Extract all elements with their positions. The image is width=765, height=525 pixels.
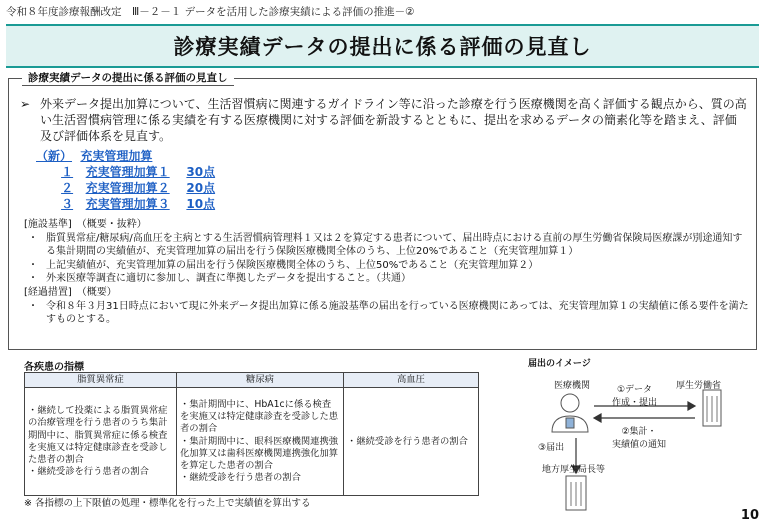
step1-label: ①データ 作成・提出 (612, 385, 658, 408)
table-footnote: ※ 各指標の上下限値の処理・標準化を行った上で実績値を算出する (24, 498, 311, 509)
indicator-table-title: 各疾患の指標 (24, 362, 84, 373)
submission-diagram (528, 356, 760, 516)
step2-label: ②集計・ 実績値の通知 (612, 427, 667, 450)
panel-label: 診療実績データの提出に係る評価の見直し (22, 70, 234, 86)
table-header-cell: 糖尿病 (177, 373, 344, 388)
table-cell (177, 388, 344, 496)
title-banner (6, 24, 759, 68)
doctor-icon (552, 394, 588, 432)
table-header-cell: 高血圧 (344, 373, 479, 388)
intro-text: 外来データ提出加算について、生活習慣病に関連するガイドライン等に沿った診療を行う医療機関を高く評価する観点から、質の高い生活習慣病管理に係る実績を有する医療機関に対する評価を新設するとともに、提出を求めるデータの簡素化等を踏まえ、評価及び評価体系を見直す。 (40, 97, 747, 143)
header-breadcrumb: 令和８年度診療報酬改定 Ⅲ－２－１ データを活用した診療実績による評価の推進－② (6, 6, 415, 18)
transition-item: ・ 令和８年３月31日時点において現に外来データ提出加算に係る施設基準の届出を行っている医療機関にあっては、充実管理加算１の実績値に係る要件を満たすものとする。 (24, 300, 750, 327)
intro-paragraph (20, 96, 748, 144)
table-header-cell: 脂質異常症 (25, 373, 177, 388)
addition-item[interactable]: １ 充実管理加算１ 30点 (61, 165, 216, 179)
hospital-label: 医療機関 (554, 381, 591, 391)
page-number: 10 (740, 508, 759, 523)
standard-item: ・ 脂質異常症/糖尿病/高血圧を主病とする生活習慣病管理料１又は２を算定する患者について、届出時点における直前の厚生労働省保険局医療課が別途通知する集計期間の実績値が、充実管理加算の届出を行う保険医療機関全体のうち、上位20%であること（充実管理加算１） (24, 232, 750, 259)
cell-bullet: ・継続して投薬による脂質異常症の治療管理を行う患者のうち集計期間中に、脂質異常症に係る検査を実施又は特定健康診査を受診した患者の割合 (28, 405, 168, 465)
new-addition-list (36, 148, 215, 212)
cell-bullet: ・継続受診を行う患者の割合 (180, 472, 301, 484)
standard-item: ・ 上記実績値が、充実管理加算の届出を行う保険医療機関全体のうち、上位50%であること（充実管理加算２） (24, 259, 750, 273)
cell-bullet: ・継続受診を行う患者の割合 (28, 466, 149, 478)
indicator-table (24, 372, 479, 496)
cell-bullet: ・集計期間中に、HbA1cに係る検査を実施又は特定健康診査を受診した患者の割合 (180, 398, 339, 435)
transition-heading: [経過措置] （概要） (24, 286, 117, 298)
step3-label: ③届出 (538, 443, 565, 453)
diagram-title: 届出のイメージ (528, 359, 591, 369)
addition-item[interactable]: ２ 充実管理加算２ 20点 (61, 181, 216, 195)
cell-bullet: ・集計期間中に、眼科医療機関連携強化加算又は歯科医療機関連携強化加算を算定した患者の割合 (180, 435, 339, 471)
new-addition-title[interactable]: （新） 充実管理加算 (36, 149, 153, 163)
addition-item[interactable]: ３ 充実管理加算３ 10点 (61, 197, 216, 211)
building-icon (566, 476, 586, 510)
bureau-label: 地方厚生局長等 (542, 465, 606, 475)
table-cell (25, 388, 177, 496)
arrow-bullet-icon: ➢ (20, 97, 31, 111)
cell-bullet: ・継続受診を行う患者の割合 (347, 435, 468, 447)
standards-heading: [施設基準] （概要・抜粋） (24, 219, 147, 230)
table-cell (344, 388, 479, 496)
building-icon (703, 390, 721, 426)
requirements-section (24, 218, 750, 327)
standard-item: ・ 外来医療等調査に適切に参加し、調査に準拠したデータを提出すること。（共通） (24, 272, 750, 286)
page-title: 診療実績データの提出に係る評価の見直し (173, 35, 592, 59)
mhlw-label: 厚生労働省 (676, 381, 722, 391)
